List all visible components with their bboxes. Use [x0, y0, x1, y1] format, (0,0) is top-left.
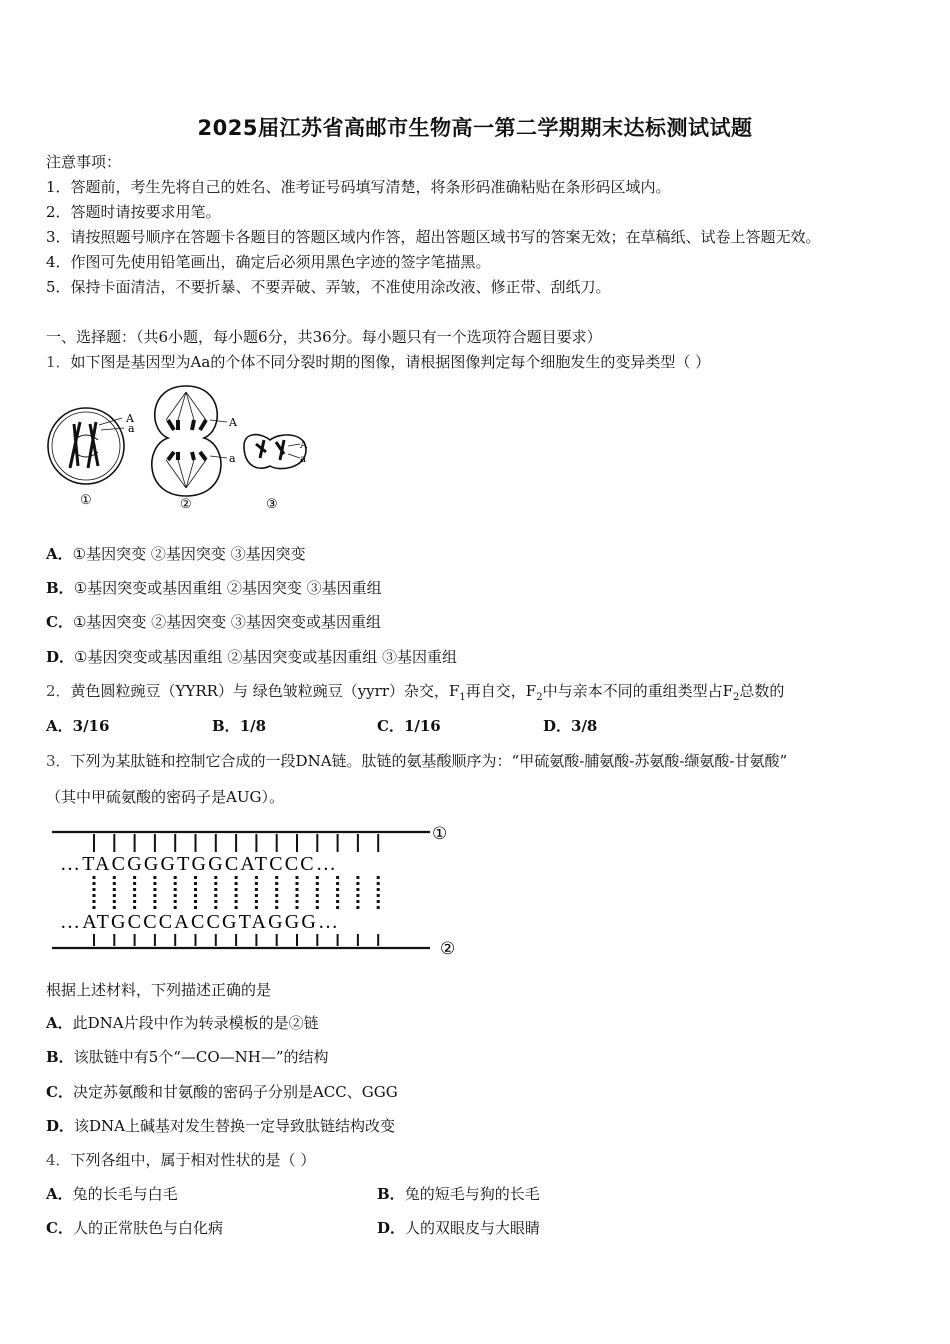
q4-option-a[interactable]: [46, 1184, 178, 1204]
q4-option-b[interactable]: [377, 1184, 540, 1204]
option-text: 1/16: [403, 717, 441, 735]
option-text: 人的双眼皮与大眼睛: [405, 1219, 541, 1237]
question-3-lead: 根据上述材料，下列描述正确的是: [46, 981, 272, 999]
q3-option-b[interactable]: [46, 1047, 329, 1067]
notice-heading: 注意事项：: [46, 153, 122, 171]
dna-bottom-sequence: …ATGCCCACCGTAGGG…: [60, 911, 341, 933]
q1-option-c[interactable]: [46, 612, 381, 632]
cell-1-drawing: [48, 408, 124, 484]
cell-1-label-A: A: [126, 412, 134, 425]
q1-option-d[interactable]: [46, 647, 457, 667]
option-text: 该DNA上碱基对发生替换一定导致肽链结构改变: [74, 1117, 396, 1135]
option-letter: D．: [377, 1219, 406, 1237]
q3-option-a[interactable]: [46, 1013, 319, 1033]
option-letter: B．: [46, 579, 74, 597]
notice-item-1: 1．答题前，考生先将自己的姓名、准考证号码填写清楚，将条形码准确粘贴在条形码区域内。: [46, 178, 671, 196]
question-text-b: 再自交，F: [465, 682, 537, 700]
cell-3-drawing: [244, 435, 306, 469]
section-heading: 一、选择题：（共6小题，每小题6分，共36分。每小题只有一个选项符合题目要求）: [46, 328, 602, 346]
notice-item-5: 5．保持卡面清洁，不要折暴、不要弄破、弄皱，不准使用涂改液、修正带、刮纸刀。: [46, 278, 611, 296]
option-letter: B．: [46, 1048, 74, 1066]
option-letter: B．: [377, 1185, 405, 1203]
strand-1-label: ①: [432, 824, 448, 844]
option-text: 该肽链中有5个“—CO—NH—”的结构: [73, 1048, 329, 1066]
option-letter: A．: [46, 545, 73, 563]
option-letter: D．: [46, 648, 75, 666]
option-letter: A．: [46, 717, 73, 735]
option-letter: D．: [543, 717, 572, 735]
subscript: 2: [536, 692, 543, 703]
option-letter: C．: [46, 1219, 73, 1237]
option-text: 兔的长毛与白毛: [72, 1185, 178, 1203]
option-text: 3/16: [72, 717, 110, 735]
cell-division-figure: [44, 380, 324, 515]
q2-option-b[interactable]: [212, 716, 266, 736]
option-letter: C．: [377, 717, 404, 735]
question-text: 下列各组中，属于相对性状的是（ ）: [70, 1151, 316, 1169]
option-letter: A．: [46, 1014, 73, 1032]
question-number: 2．: [46, 682, 71, 700]
question-text: 下列为某肽链和控制它合成的一段DNA链。肽链的氨基酸顺序为：“甲硫氨酸-脯氨酸-苏氨酸-缬氨酸-甘氨酸”: [70, 752, 788, 770]
option-letter: C．: [46, 1083, 73, 1101]
option-letter: C．: [46, 613, 73, 631]
question-1-stem: [46, 352, 710, 372]
cell-3-label-A: A: [300, 440, 308, 451]
strand-2-label: ②: [440, 939, 456, 958]
question-2-stem: [46, 681, 784, 708]
q1-option-b[interactable]: [46, 578, 382, 598]
notice-item-3: 3．请按照题号顺序在答题卡各题目的答题区域内作答，超出答题区域书写的答案无效；在草稿纸、试卷上答题无效。: [46, 228, 821, 246]
question-number: 3．: [46, 752, 71, 770]
question-text-c: 中与亲本不同的重组类型占F: [542, 682, 734, 700]
cell-3-label-a: a: [300, 454, 306, 465]
cell-2-label-A: A: [229, 416, 237, 429]
subscript: 2: [733, 692, 740, 703]
cell-2-number: ②: [180, 497, 192, 512]
cell-2-label-a: a: [229, 452, 236, 465]
option-text: ①基因突变 ②基因突变 ③基因突变: [72, 545, 306, 563]
dna-top-sequence: …TACGGGTGGCATCCC…: [60, 853, 339, 875]
option-text: 1/8: [239, 717, 267, 735]
question-text: 如下图是基因型为Aa的个体不同分裂时期的图像，请根据图像判定每个细胞发生的变异类型（ ）: [70, 353, 711, 371]
question-number: 4．: [46, 1151, 71, 1169]
option-letter: A．: [46, 1185, 73, 1203]
q1-option-a[interactable]: [46, 544, 306, 564]
cell-3-number: ③: [266, 497, 278, 512]
notice-item-2: 2．答题时请按要求用笔。: [46, 203, 221, 221]
notice-item-4: 4．作图可先使用铅笔画出，确定后必须用黑色字迹的签字笔描黑。: [46, 253, 491, 271]
q3-option-d[interactable]: [46, 1116, 395, 1136]
option-letter: D．: [46, 1117, 75, 1135]
q4-option-c[interactable]: [46, 1218, 223, 1238]
cell-1-label-a: a: [128, 422, 135, 435]
q3-option-c[interactable]: [46, 1082, 398, 1102]
question-3-stem: [46, 751, 787, 771]
q4-option-d[interactable]: [377, 1218, 540, 1238]
option-text: ①基因突变或基因重组 ②基因突变 ③基因重组: [73, 579, 382, 597]
option-text: ①基因突变或基因重组 ②基因突变或基因重组 ③基因重组: [74, 648, 458, 666]
q2-option-a[interactable]: [46, 716, 109, 736]
option-text: 兔的短毛与狗的长毛: [404, 1185, 540, 1203]
cell-1-number: ①: [80, 493, 92, 508]
subscript: 1: [459, 692, 466, 703]
dna-strand-figure: [48, 818, 468, 958]
question-text-d: 总数的: [739, 682, 785, 700]
question-number: 1．: [46, 353, 71, 371]
option-text: ①基因突变 ②基因突变 ③基因突变或基因重组: [72, 613, 381, 631]
cell-2-drawing: [152, 386, 227, 496]
q2-option-d[interactable]: [543, 716, 597, 736]
option-text: 人的正常肤色与白化病: [72, 1219, 223, 1237]
question-3-stem-2: （其中甲硫氨酸的密码子是AUG）。: [46, 788, 284, 806]
option-text: 3/8: [571, 717, 598, 735]
option-text: 此DNA片段中作为转录模板的是②链: [72, 1014, 319, 1032]
option-text: 决定苏氨酸和甘氨酸的密码子分别是ACC、GGG: [72, 1083, 398, 1101]
question-4-stem: [46, 1150, 315, 1170]
question-text-a: 黄色圆粒豌豆（YYRR）与 绿色皱粒豌豆（yyrr）杂交，F: [70, 682, 460, 700]
option-letter: B．: [212, 717, 240, 735]
page-title: 2025届江苏省高邮市生物高一第二学期期末达标测试试题: [197, 116, 753, 140]
q2-option-c[interactable]: [377, 716, 441, 736]
